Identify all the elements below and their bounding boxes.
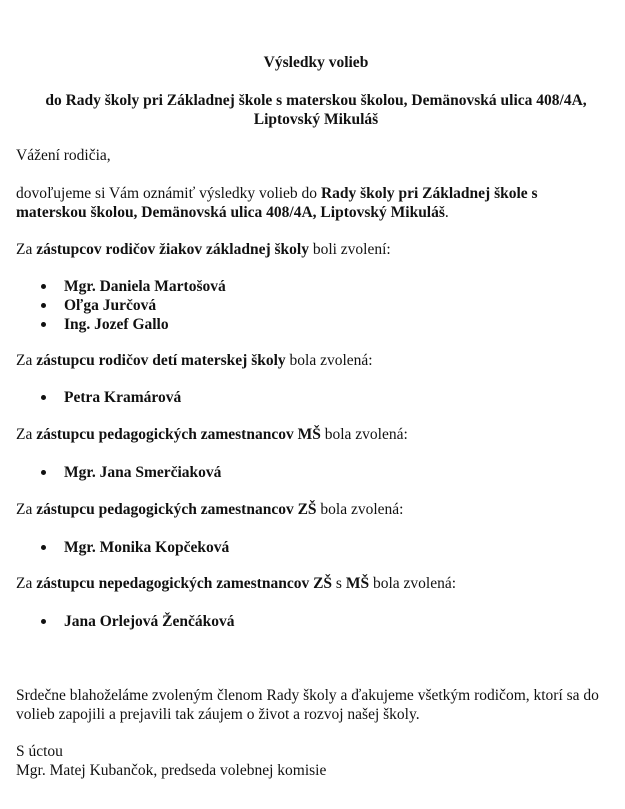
closing-line-2: volieb zapojili a prejavili tak záujem o život a rozvoj našej školy. bbox=[16, 706, 420, 723]
member-list-parents-ms bbox=[16, 388, 181, 407]
section-heading-teachers-ms bbox=[16, 425, 616, 444]
closing-paragraph bbox=[16, 686, 616, 724]
section-suffix: bola zvolená: bbox=[320, 426, 408, 443]
section-role-2: MŠ bbox=[345, 575, 370, 592]
section-role: zástupcov rodičov žiakov základnej školy bbox=[36, 241, 309, 258]
list-item: Ing. Jozef Gallo bbox=[16, 315, 226, 334]
list-item: Mgr. Daniela Martošová bbox=[16, 277, 226, 296]
document-subtitle-line1: do Rady školy pri Základnej škole s materskou školou, Demänovská ulica 408/4A, bbox=[45, 92, 587, 109]
section-prefix: Za bbox=[16, 501, 37, 518]
section-role: zástupcu pedagogických zamestnancov MŠ bbox=[36, 426, 321, 443]
section-prefix: Za bbox=[16, 241, 37, 258]
section-suffix: bola zvolená: bbox=[285, 352, 373, 369]
section-suffix: bola zvolená: bbox=[369, 575, 457, 592]
section-suffix: bola zvolená: bbox=[316, 501, 404, 518]
intro-text: dovoľujeme si Vám oznámiť výsledky volieb do bbox=[16, 185, 321, 202]
list-item: Mgr. Jana Smerčiaková bbox=[16, 463, 221, 482]
section-prefix: Za bbox=[16, 352, 37, 369]
section-prefix: Za bbox=[16, 426, 37, 443]
list-item: Jana Orlejová Ženčáková bbox=[16, 612, 235, 631]
section-role: zástupcu nepedagogických zamestnancov ZŠ bbox=[36, 575, 333, 592]
section-heading-parents-ms bbox=[16, 351, 616, 370]
section-connector: s bbox=[332, 575, 346, 592]
intro-period: . bbox=[444, 204, 449, 221]
section-heading-nonteaching bbox=[16, 574, 616, 593]
intro-paragraph bbox=[16, 184, 616, 222]
section-suffix: boli zvolení: bbox=[308, 241, 391, 258]
document-title: Výsledky volieb bbox=[263, 54, 369, 71]
section-heading-parents-zs bbox=[16, 240, 616, 259]
intro-school-name-2: materskou školou, Demänovská ulica 408/4A, Liptovský Mikuláš bbox=[16, 204, 445, 221]
closing-line-1: Srdečne blahoželáme zvoleným členom Rady školy a ďakujeme všetkým rodičom, ktorí sa do bbox=[16, 687, 599, 704]
greeting: Vážení rodičia, bbox=[16, 147, 111, 164]
sign-off: S úctou bbox=[16, 743, 63, 760]
section-role: zástupcu rodičov detí materskej školy bbox=[36, 352, 286, 369]
intro-school-name-1: Rady školy pri Základnej škole s bbox=[320, 185, 538, 202]
list-item: Mgr. Monika Kopčeková bbox=[16, 538, 229, 557]
member-list-parents-zs bbox=[16, 277, 226, 334]
document-subtitle-line2: Liptovský Mikuláš bbox=[253, 111, 379, 128]
section-prefix: Za bbox=[16, 575, 37, 592]
member-list-teachers-ms bbox=[16, 463, 221, 482]
section-heading-teachers-zs bbox=[16, 500, 616, 519]
list-item: Petra Kramárová bbox=[16, 388, 181, 407]
signature: Mgr. Matej Kubančok, predseda volebnej komisie bbox=[16, 762, 327, 779]
member-list-teachers-zs bbox=[16, 538, 229, 557]
section-role: zástupcu pedagogických zamestnancov ZŠ bbox=[36, 501, 317, 518]
list-item: Oľga Jurčová bbox=[16, 296, 226, 315]
member-list-nonteaching bbox=[16, 612, 235, 631]
